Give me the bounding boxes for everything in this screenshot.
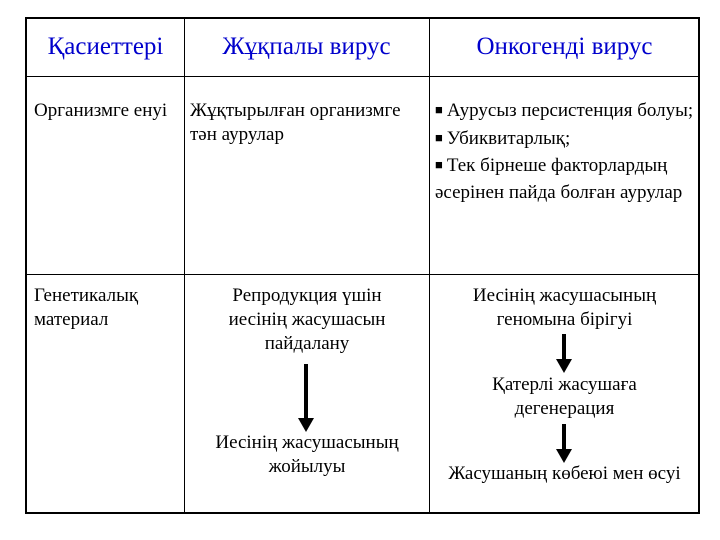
square-bullet-icon: ■ [435, 102, 443, 117]
header-oncogenic-virus: Онкогенді вирус [476, 33, 653, 60]
header-infectious-virus: Жұқпалы вирус [222, 33, 391, 60]
bullet-text: Убиквитарлық; [446, 127, 571, 149]
row1-oncogenic-list [435, 97, 695, 206]
oncogenic-step-3: Жасушаның көбеюі мен өсуі [448, 463, 681, 484]
row-divider [27, 274, 698, 275]
square-bullet-icon: ■ [435, 129, 443, 145]
comparison-table [25, 17, 700, 514]
bullet-text: Аурусыз персистенция болуы; [446, 100, 694, 121]
row1-infectious: Жұқтырылған организмге тән аурулар [190, 100, 401, 145]
column-divider-1 [184, 19, 185, 512]
header-divider [27, 76, 698, 77]
bullet-text: Тек бірнеше факторлардың әсерінен пайда болған аурулар [435, 155, 683, 203]
header-properties: Қасиеттері [47, 33, 164, 60]
column-divider-2 [429, 19, 430, 512]
list-item [435, 152, 695, 206]
square-bullet-icon: ■ [435, 157, 443, 172]
infectious-step-1: Репродукция үшін иесінің жасушасын пайдалану [228, 285, 386, 354]
list-item [435, 97, 695, 125]
list-item [435, 125, 695, 153]
row2-label: Генетикалық материал [34, 285, 139, 330]
row1-label: Организмге енуі [34, 100, 168, 121]
oncogenic-step-1: Иесінің жасушасының геномына бірігуі [472, 285, 657, 330]
infectious-step-2: Иесінің жасушасының жойылуы [215, 432, 399, 477]
oncogenic-step-2: Қатерлі жасушаға дегенерация [492, 374, 637, 419]
